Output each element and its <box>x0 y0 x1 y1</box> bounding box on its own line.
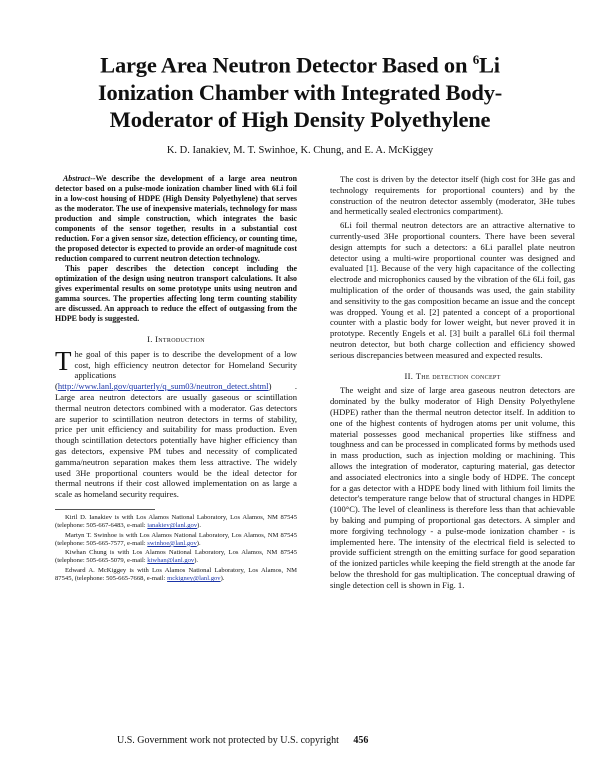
section-number: I. <box>147 334 153 344</box>
abstract-paragraph-2: This paper describes the detection concept including the optimization of the design using neutron transport calculations. It also gives experimental results on some prototype units using neutron and gamma sources. The properties affecting long term counting stability are discussed. An approach to reduce the effect of outgassing from the HDPE body is suggested. <box>55 264 297 323</box>
footnote: Edward A. McKiggey is with Los Alamos National Laboratory, Los Alamos, NM 87545, (telephone: 505-665-7668, e-mail: mckigney@lanl.gov). <box>55 567 297 583</box>
title-line-1: Large Area Neutron Detector Based on <box>100 52 473 78</box>
drop-cap: T <box>55 345 72 376</box>
section-title: The detection concept <box>415 370 501 381</box>
email-link[interactable]: ianakiev@lanl.gov <box>147 522 198 530</box>
section-number: II. <box>404 370 414 381</box>
footnotes <box>55 514 297 583</box>
section-heading-introduction <box>55 334 297 345</box>
section-heading-detection-concept <box>330 371 575 382</box>
intro-paragraph <box>55 345 297 500</box>
page-number: 456 <box>353 735 369 746</box>
abstract <box>55 174 297 324</box>
footnote-divider <box>55 509 155 510</box>
footnote: Martyn T. Swinhoe is with Los Alamos National Laboratory, Los Alamos, NM 87545 (telephone: 505-665-7577, e-mail: swinhoe@lanl.gov). <box>55 531 297 547</box>
email-link[interactable]: swinhoe@lanl.gov <box>147 539 197 547</box>
footnote: Kiwhan Chung is with Los Alamos National Laboratory, Los Alamos, NM 87545 (telephone: 505-665-5079, e-mail: kiwhan@lanl.gov). <box>55 549 297 565</box>
page-footer <box>117 735 368 746</box>
title-superscript: 6 <box>472 52 479 67</box>
section-title: Introduction <box>155 334 205 344</box>
lanl-quarterly-link[interactable]: http://www.lanl.gov/quarterly/q_sum03/neutron_detect.shtml <box>57 381 269 392</box>
body-paragraph: The weight and size of large area gaseous neutron detectors are dominated by the bulky moderator of High Density Polyethylene (HDPE) rather than the thermal neutron detector itself. In addition to one of the highest contents of hydrogen atoms per unit volume, this material possesses good mechanical properties like stiffness and toughness and can be processed in complicated forms by methods used in mass production, such as injection molding or machining. This allows the integration of moderator, capturing material, gas detector and associated electronics into a single body of HDPE. The concept for a gas detector with a HDPE body lined with lithium foil limits the detector's temperature range below that of structural changes in HDPE (100°C). The level of cleanliness is therefore less than that achievable by baking and pumping of proportional gas detectors. A simpler and more forgiving technology - a pulse-mode ionization chamber - is implemented here. The intensity of the electrical field is selected to provide sufficient strength on the emitting surface for good separation of the ionized particles while keeping the field strength at the anode far below the threshold for gas multiplication. The conceptual drawing of single detection cell is shown in Fig. 1. <box>330 385 575 590</box>
copyright-notice: U.S. Government work not protected by U.S. copyright <box>117 735 339 746</box>
intro-text-b: ) . Large area neutron detectors are usually gaseous or scintillation thermal neutron detectors combined with a moderator. Gas detectors are superior to scintillation neutron detectors in terms of stability, price per unit efficiency and suitability for mass production. Even though scintillation detectors potentially have higher efficiency than gas detectors, expensive PM tubes and necessity of complicated gamma/neutron separation makes them less attractive. The widely used 3He proportional counters would be the ideal detector for thermal neutrons if their cost allowed implementation on as large a scale as homeland security requires. <box>55 381 297 500</box>
abstract-paragraph-1: --We describe the development of a large area neutron detector based on a pulse-mode ionization chamber lined with 6Li foil in a low-cost housing of HDPE (High Density Polyethylene) that serves as the moderator. The use of inexpensive materials, technology for mass production and simple construction, which integrates the basic components of the sensor together, results in a substantial cost reduction. For a given sensor size, detection efficiency, or counting time, the proposed detector is expected to provide an order-of magnitude cost reduction compared to current neutron detection technology. <box>55 174 297 263</box>
title-line-1-end: Li <box>479 52 500 78</box>
paper-title <box>60 46 540 133</box>
footnote: Kiril D. Ianakiev is with Los Alamos National Laboratory, Los Alamos, NM 87545 (telephone: 505-667-6483, e-mail: ianakiev@lanl.gov). <box>55 513 297 530</box>
email-link[interactable]: mckigney@lanl.gov <box>167 575 221 583</box>
body-paragraph: 6Li foil thermal neutron detectors are an attractive alternative to currently-used 3He proportional counters. There have been several design attempts for such a detectors: a 6Li parallel plate neutron detector using a multi-wire proportional counter was designed and evaluated [1]. Because of the very high capacitance of the collecting electrode and microphonics caused by the vibration of the 6Li foil, gas multiplication of the order of thousands was used, the gain stability and sensitivity to the gas composition became an issue and the concept was dropped. Young et al. [2] patented a concept of a proportional counter with a plastic body for lower weight, but never proved it in prototype. Recently Engels et al. [3] built a parallel 6Li foil thermal neutron detector, but both charge collection and efficiency showed serious discrepancies between measured and expected results. <box>330 220 575 360</box>
right-column <box>330 174 575 593</box>
body-paragraph: The cost is driven by the detector itself (high cost for 3He gas and technology requirements for proportional counters) and by the construction of the neutron detector assembly (moderator, 3He tubes and hermetically sealed electronics compartment). <box>330 174 575 217</box>
abstract-lead: Abstract <box>63 174 91 183</box>
title-line-3: Moderator of High Density Polyethylene <box>109 106 491 132</box>
title-line-2: Ionization Chamber with Integrated Body- <box>97 79 503 105</box>
author-list: K. D. Ianakiev, M. T. Swinhoe, K. Chung, and E. A. McKiggey <box>166 145 434 156</box>
email-link[interactable]: kiwhan@lanl.gov <box>147 557 195 565</box>
intro-text-a: he goal of this paper is to describe the development of a low cost, high efficiency neutron detector for Homeland Security applications ( <box>55 348 297 392</box>
left-column <box>55 174 297 585</box>
